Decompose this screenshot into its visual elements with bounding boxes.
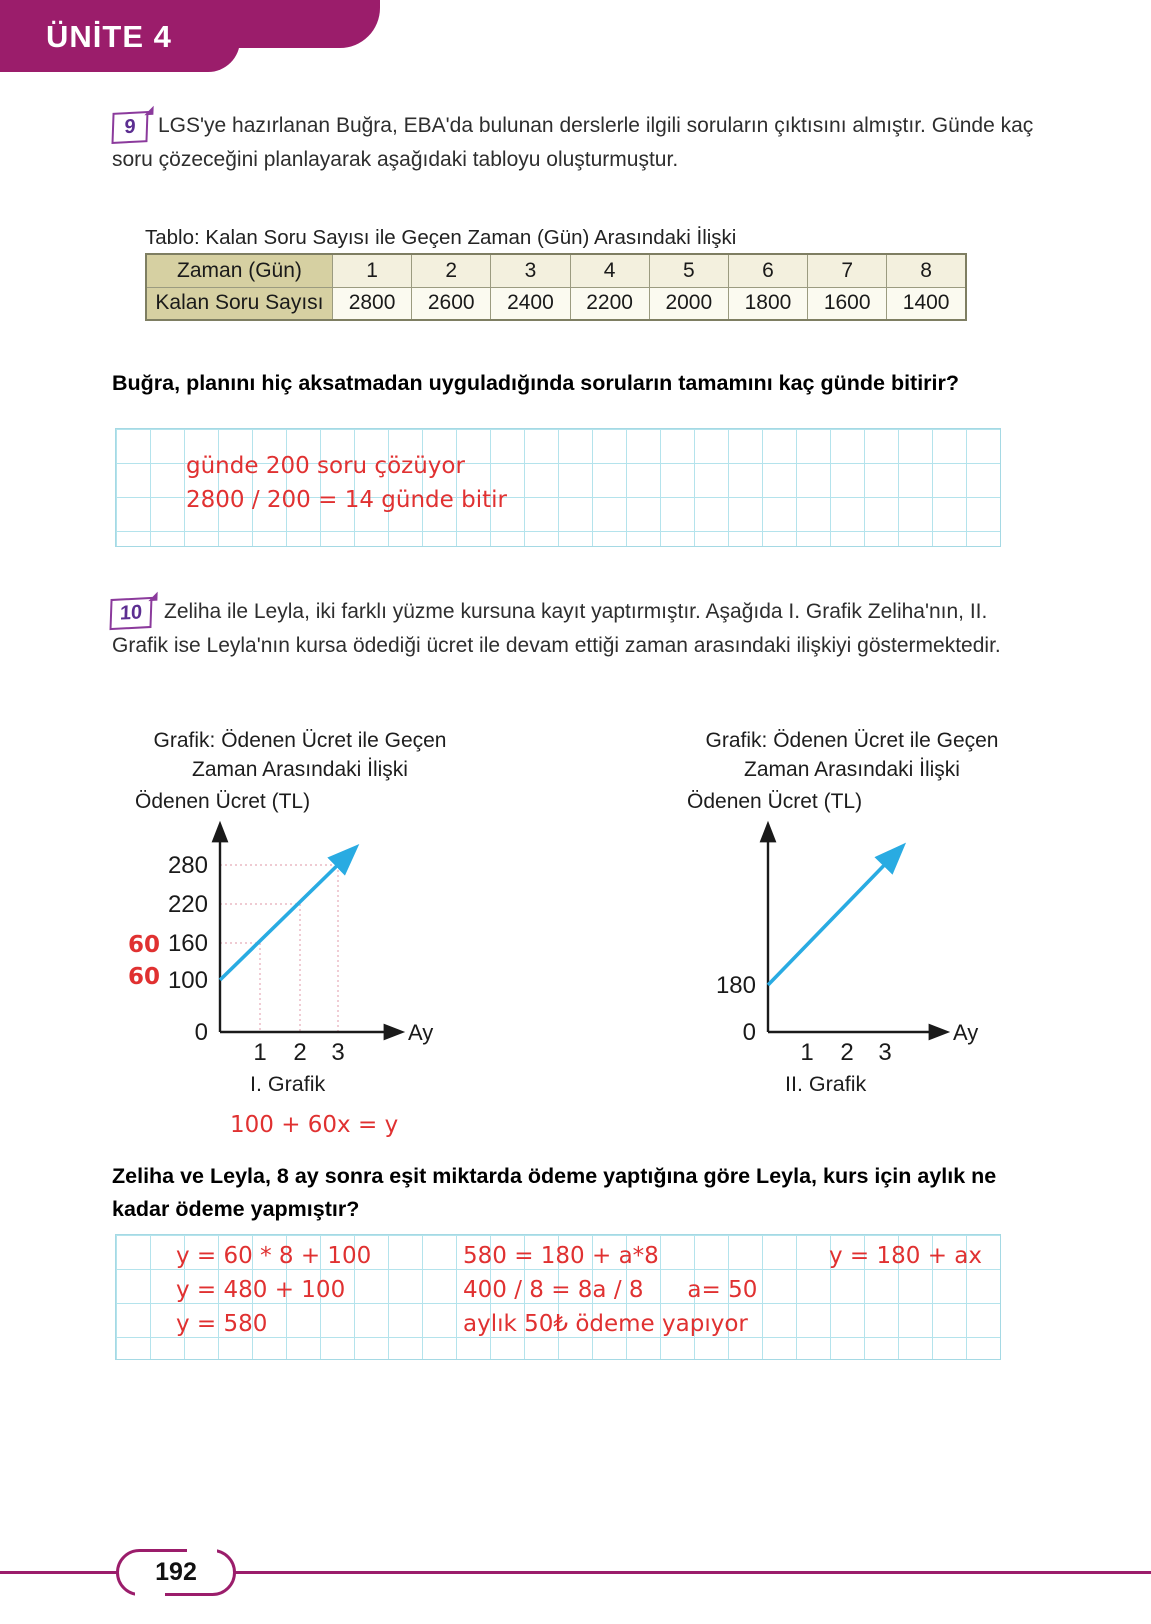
graph-2-title: Grafik: Ödenen Ücret ile Geçen Zaman Arasındaki İlişki: [705, 729, 999, 781]
x-tick-label: 1: [800, 1039, 814, 1066]
x-tick-label: 2: [293, 1039, 307, 1066]
problem-9-statement: LGS'ye hazırlanan Buğra, EBA'da bulunan derslerle ilgili soruların çıktısını almıştır. Günde kaç soru çözeceğini planlayarak aşağıdaki tabloyu oluşturmuştur.: [112, 114, 1034, 171]
graph-1-plot: [160, 812, 490, 1072]
graph-1-title: Grafik: Ödenen Ücret ile Geçen Zaman Arasındaki İlişki: [153, 729, 447, 781]
problem-9-number-badge: [111, 111, 148, 144]
y-tick-label: 220: [167, 891, 208, 918]
graph-1-ylabel: Ödenen Ücret (TL): [135, 790, 311, 813]
handwritten-equation: 100 + 60x = y: [230, 1112, 399, 1138]
graph-2-caption: II. Grafik: [785, 1072, 867, 1096]
remaining-questions-table: [145, 253, 967, 321]
table-caption: Tablo: Kalan Soru Sayısı ile Geçen Zaman (Gün) Arasındaki İlişki: [145, 226, 737, 249]
handwritten-answer-line: y = 60 * 8 + 100: [176, 1243, 372, 1269]
table-cell: 5: [649, 254, 728, 287]
problem-9-number: 9: [124, 115, 136, 139]
table-cell: 2000: [649, 287, 728, 320]
answer-grid-1: [115, 428, 1001, 547]
handwritten-answer-line: günde 200 soru çözüyor: [186, 453, 465, 479]
table-row-remaining: [146, 287, 966, 320]
table-cell: 1400: [887, 287, 966, 320]
page-number-badge: [116, 1549, 236, 1596]
x-axis-label: Ay: [953, 1020, 979, 1045]
graph-1-caption: I. Grafik: [250, 1072, 326, 1096]
origin-label: 0: [742, 1019, 756, 1046]
problem-10-number-badge: [109, 597, 152, 630]
plot-line: [220, 854, 349, 980]
problem-10-statement: Zeliha ile Leyla, iki farklı yüzme kursuna kayıt yaptırmıştır. Aşağıda I. Grafik Zeliha'nın, II. Grafik ise Leyla'nın kursa ödediği ücret ile devam ettiği zaman arasındaki ilişkiyi göstermektedir.: [112, 600, 1001, 657]
handwritten-60-mark: 60: [128, 932, 161, 958]
guide-lines: [220, 865, 338, 1032]
graph-1: [120, 700, 550, 1150]
table-row-header: Zaman (Gün): [146, 254, 332, 287]
x-axis-label: Ay: [408, 1020, 434, 1045]
graph-2-plot: [700, 812, 1040, 1072]
page-number: 192: [155, 1558, 197, 1586]
table-row-time: [146, 254, 966, 287]
unit-label: ÜNİTE 4: [46, 19, 172, 54]
graph-2: [650, 700, 1080, 1150]
handwritten-answer-line: 2800 / 200 = 14 günde bitir: [186, 487, 507, 513]
handwritten-answer-line: y = 480 + 100: [176, 1277, 346, 1303]
x-tick-label: 2: [840, 1039, 854, 1066]
handwritten-answer-line: aylık 50₺ ödeme yapıyor: [463, 1311, 748, 1337]
table-cell: 2200: [570, 287, 649, 320]
table-cell: 1: [332, 254, 411, 287]
handwritten-answer-line: y = 580: [176, 1311, 268, 1337]
x-tick-label: 1: [253, 1039, 267, 1066]
handwritten-answer-line: 400 / 8 = 8a / 8 a= 50: [463, 1277, 758, 1303]
table-cell: 2600: [412, 287, 491, 320]
y-tick-label: 180: [715, 972, 756, 999]
table-cell: 4: [570, 254, 649, 287]
y-tick-label: 280: [167, 852, 208, 879]
x-tick-label: 3: [878, 1039, 892, 1066]
table-cell: 3: [491, 254, 570, 287]
problem-9-question: Buğra, planını hiç aksatmadan uyguladığında soruların tamamını kaç günde bitirir?: [112, 371, 960, 395]
plot-line: [768, 853, 896, 985]
problem-10-number: 10: [119, 601, 143, 625]
table-cell: 1600: [808, 287, 887, 320]
table-cell: 2800: [332, 287, 411, 320]
handwritten-answer-line: 580 = 180 + a*8: [463, 1243, 659, 1269]
answer-grid-2: [115, 1234, 1001, 1360]
table-cell: 1800: [728, 287, 807, 320]
problem-10-question: Zeliha ve Leyla, 8 ay sonra eşit miktarda ödeme yaptığına göre Leyla, kurs için aylık ne kadar ödeme yapmıştır?: [112, 1164, 997, 1221]
table-cell: 8: [887, 254, 966, 287]
y-tick-label: 100: [167, 967, 208, 994]
origin-label: 0: [194, 1019, 208, 1046]
handwritten-60-mark: 60: [128, 964, 161, 990]
table-cell: 6: [728, 254, 807, 287]
table-cell: 2400: [491, 287, 570, 320]
graph-2-ylabel: Ödenen Ücret (TL): [687, 790, 863, 813]
table-row-header: Kalan Soru Sayısı: [146, 287, 332, 320]
handwritten-answer-line: y = 180 + ax: [829, 1243, 983, 1269]
x-tick-label: 3: [331, 1039, 345, 1066]
table-cell: 7: [808, 254, 887, 287]
y-tick-label: 160: [167, 930, 208, 957]
table-cell: 2: [412, 254, 491, 287]
